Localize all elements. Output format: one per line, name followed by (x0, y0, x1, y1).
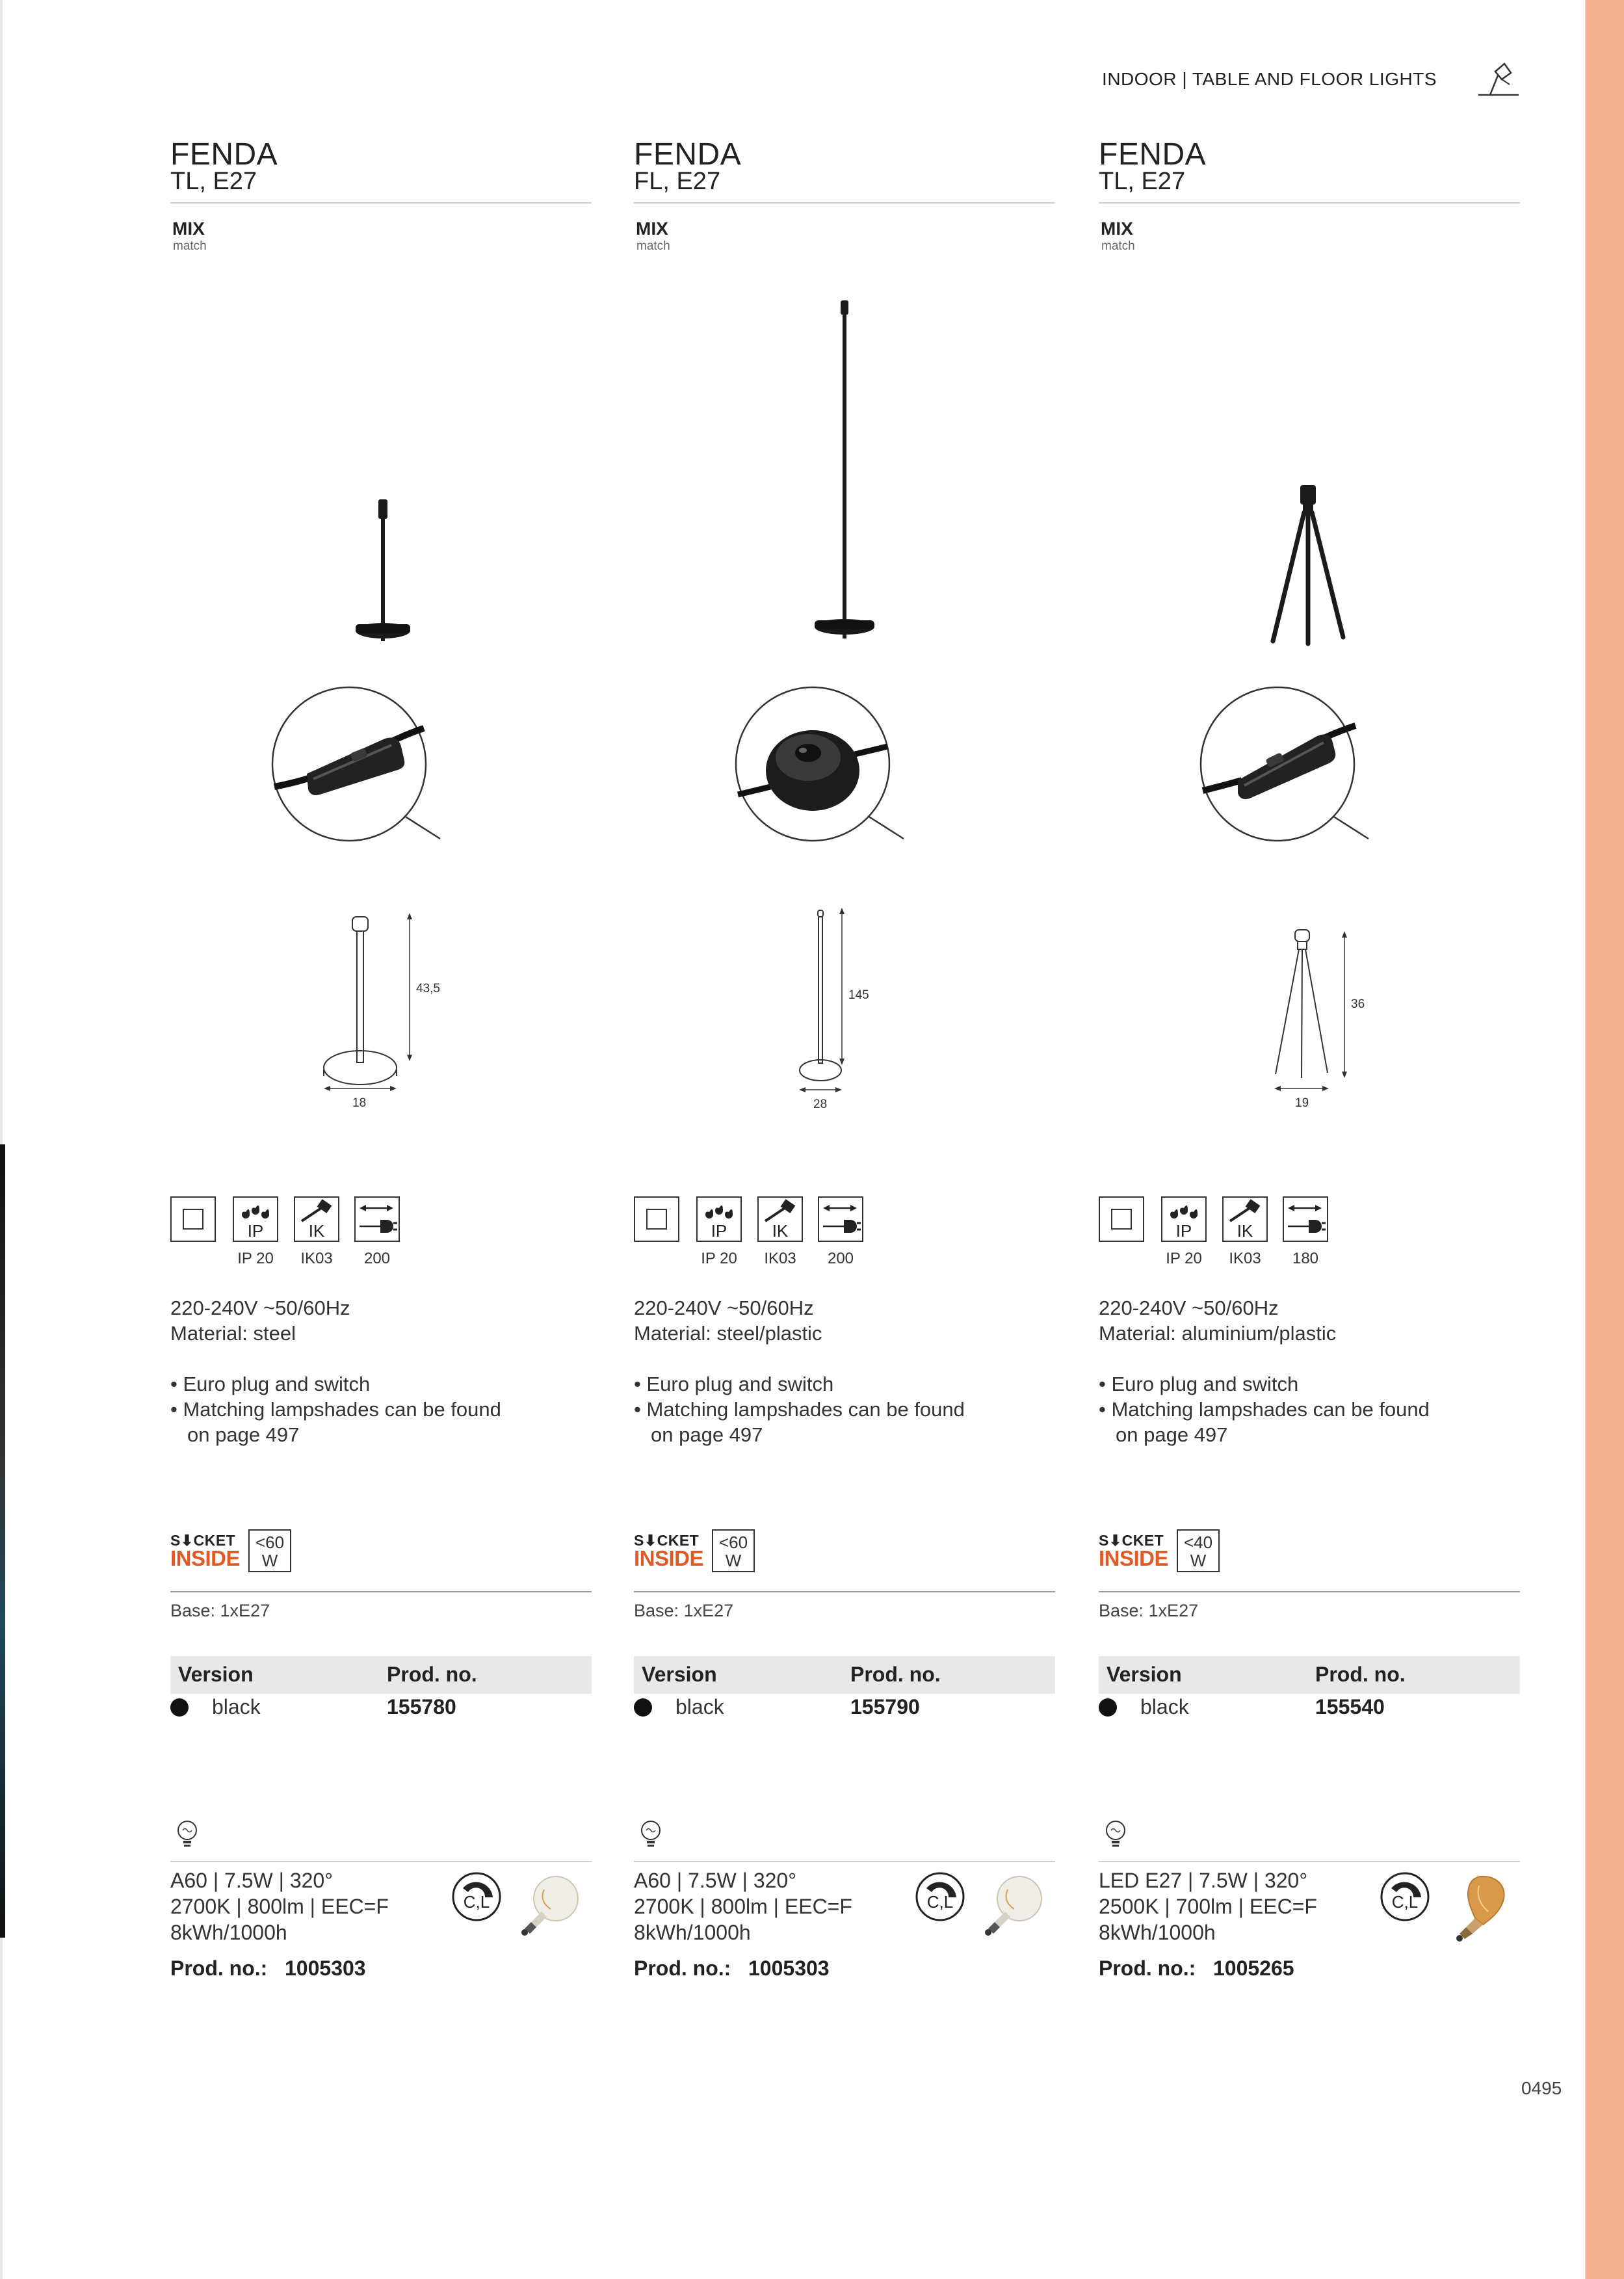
socket-inside-badge (634, 1529, 777, 1575)
lamp-spec-line1: LED E27 | 7.5W | 320° (1099, 1869, 1308, 1892)
ip-icon-label: IP (711, 1221, 727, 1241)
cord-switch-detail-icon (268, 683, 450, 845)
dimmable-cl-icon (1380, 1871, 1430, 1922)
base-spec: Base: 1xE27 (634, 1601, 734, 1620)
max-watt-unit: W (725, 1551, 742, 1570)
cord-switch-detail-icon (1196, 683, 1378, 845)
match-label: match (173, 239, 207, 253)
ip-rating-label: IP 20 (1166, 1250, 1202, 1267)
left-edge-strip (0, 0, 3, 2279)
ik-rating-icon (294, 1196, 339, 1242)
safety-class-icon (634, 1196, 679, 1242)
color-swatch-black (170, 1698, 189, 1717)
ik-rating-label: IK03 (1229, 1250, 1261, 1267)
title-divider (170, 202, 592, 204)
prod-no-column-header: Prod. no. (387, 1663, 477, 1686)
voltage-spec: 220-240V ~50/60Hz (170, 1297, 350, 1319)
prod-no-column-header: Prod. no. (1315, 1663, 1406, 1686)
feature-bullet: • Matching lampshades can be found (1099, 1398, 1430, 1421)
version-value: black (675, 1695, 724, 1719)
chapter-color-band (1586, 0, 1624, 2279)
product-photo-table-base (170, 280, 592, 657)
product-column-2 (634, 0, 1055, 2279)
height-dimension-label: 145 (848, 988, 869, 1002)
height-dimension-label: 43,5 (416, 982, 440, 995)
lamp-spec-line3: 8kWh/1000h (170, 1921, 287, 1944)
product-column-1 (170, 0, 592, 2279)
max-watt-value: <40 (1183, 1533, 1213, 1552)
light-source-icon (174, 1819, 200, 1849)
feature-bullet: • Matching lampshades can be found (634, 1398, 965, 1421)
ip-rating-label: IP 20 (237, 1250, 274, 1267)
material-spec: Material: aluminium/plastic (1099, 1322, 1337, 1345)
ik-icon-label: IK (772, 1221, 789, 1241)
version-column-header: Version (1107, 1663, 1182, 1686)
safety-class-icon (1099, 1196, 1144, 1242)
prod-no-value: 155790 (850, 1695, 920, 1719)
lamp-spec-line2: 2700K | 800lm | EEC=F (634, 1895, 852, 1918)
dimmable-cl-icon (451, 1871, 502, 1922)
version-table-header (634, 1656, 1055, 1694)
dimension-drawing (235, 897, 495, 1118)
title-divider (634, 202, 1055, 204)
version-value: black (212, 1695, 261, 1719)
ip-rating-icon (696, 1196, 742, 1242)
ik-rating-icon (757, 1196, 803, 1242)
light-source-icon (1103, 1819, 1129, 1849)
base-spec: Base: 1xE27 (170, 1601, 270, 1620)
cable-length-icon (818, 1196, 863, 1242)
rating-icons (634, 1196, 1055, 1274)
lamp-spec-line3: 8kWh/1000h (1099, 1921, 1216, 1944)
clear-a60-bulb-icon (512, 1873, 583, 1944)
product-subtitle: TL, E27 (1099, 168, 1186, 195)
lamp-spec-line2: 2500K | 700lm | EEC=F (1099, 1895, 1317, 1918)
cable-length-label: 200 (827, 1250, 854, 1267)
product-photo-tripod-base (1099, 280, 1520, 657)
ik-rating-label: IK03 (764, 1250, 796, 1267)
inside-label: INSIDE (1099, 1546, 1169, 1570)
ip-rating-icon (233, 1196, 278, 1242)
product-column-3 (1099, 0, 1520, 2279)
dimension-drawing (699, 897, 959, 1118)
cable-length-icon (354, 1196, 400, 1242)
product-name: FENDA (1099, 137, 1207, 172)
version-value: black (1140, 1695, 1189, 1719)
version-table-header (1099, 1656, 1520, 1694)
max-watt-badge (248, 1529, 291, 1572)
mix-label: MIX (1101, 218, 1133, 239)
product-name: FENDA (634, 137, 742, 172)
ip-rating-label: IP 20 (701, 1250, 737, 1267)
ip-icon-label: IP (247, 1221, 264, 1241)
match-label: match (636, 239, 670, 253)
ik-icon-label: IK (308, 1221, 325, 1241)
width-dimension-label: 18 (352, 1096, 367, 1110)
voltage-spec: 220-240V ~50/60Hz (1099, 1297, 1279, 1319)
material-spec: Material: steel/plastic (634, 1322, 822, 1345)
light-source-divider (634, 1861, 1055, 1862)
product-photo-floor-base (634, 280, 1055, 657)
socket-inside-badge (1099, 1529, 1242, 1575)
feature-bullet: • Matching lampshades can be found (170, 1398, 501, 1421)
socket-divider (634, 1591, 1055, 1592)
socket-inside-badge (170, 1529, 313, 1575)
feature-bullet-continued: on page 497 (651, 1423, 763, 1446)
mix-label: MIX (172, 218, 205, 239)
color-swatch-black (634, 1698, 652, 1717)
lamp-prod-no-value: 1005303 (748, 1956, 830, 1980)
page-number: 0495 (1521, 2078, 1562, 2098)
ik-rating-icon (1222, 1196, 1268, 1242)
ip-rating-icon (1161, 1196, 1207, 1242)
feature-bullet: • Euro plug and switch (634, 1373, 834, 1395)
height-dimension-label: 36 (1351, 997, 1365, 1011)
max-watt-value: <60 (255, 1533, 285, 1552)
ip-icon-label: IP (1175, 1221, 1192, 1241)
lamp-spec-line3: 8kWh/1000h (634, 1921, 751, 1944)
cl-label: C,L (926, 1892, 954, 1912)
max-watt-unit: W (261, 1551, 278, 1570)
cable-length-label: 200 (363, 1250, 391, 1267)
inside-label: INSIDE (634, 1546, 704, 1570)
cable-length-label: 180 (1292, 1250, 1319, 1267)
feature-bullet-continued: on page 497 (1116, 1423, 1228, 1446)
max-watt-badge (712, 1529, 755, 1572)
clear-a60-bulb-icon (975, 1873, 1047, 1944)
lamp-prod-no-label: Prod. no.: (170, 1956, 268, 1980)
dimension-drawing (1164, 897, 1424, 1118)
voltage-spec: 220-240V ~50/60Hz (634, 1297, 814, 1319)
socket-label: S⬇CKET (170, 1532, 236, 1549)
cl-label: C,L (463, 1892, 490, 1912)
product-subtitle: FL, E27 (634, 168, 721, 195)
width-dimension-label: 28 (813, 1098, 828, 1111)
color-swatch-black (1099, 1698, 1117, 1717)
product-subtitle: TL, E27 (170, 168, 257, 195)
version-table-header (170, 1656, 592, 1694)
dimmable-cl-icon (915, 1871, 965, 1922)
light-source-icon (638, 1819, 664, 1849)
max-watt-value: <60 (718, 1533, 748, 1552)
cable-length-icon (1283, 1196, 1328, 1242)
socket-label: S⬇CKET (634, 1532, 700, 1549)
version-column-header: Version (642, 1663, 717, 1686)
feature-bullet: • Euro plug and switch (170, 1373, 371, 1395)
feature-bullet-continued: on page 497 (187, 1423, 300, 1446)
lamp-prod-no-label: Prod. no.: (634, 1956, 731, 1980)
mix-label: MIX (636, 218, 668, 239)
rating-icons (1099, 1196, 1520, 1274)
base-spec: Base: 1xE27 (1099, 1601, 1199, 1620)
light-source-divider (170, 1861, 592, 1862)
feature-bullet: • Euro plug and switch (1099, 1373, 1299, 1395)
max-watt-badge (1177, 1529, 1220, 1572)
product-name: FENDA (170, 137, 278, 172)
prod-no-column-header: Prod. no. (850, 1663, 941, 1686)
material-spec: Material: steel (170, 1322, 296, 1345)
socket-divider (1099, 1591, 1520, 1592)
foot-switch-detail-icon (731, 683, 913, 845)
cl-label: C,L (1391, 1892, 1419, 1912)
socket-label: S⬇CKET (1099, 1532, 1164, 1549)
lamp-prod-no-value: 1005265 (1213, 1956, 1294, 1980)
lamp-spec-line1: A60 | 7.5W | 320° (634, 1869, 796, 1892)
lamp-spec-line1: A60 | 7.5W | 320° (170, 1869, 333, 1892)
prod-no-value: 155540 (1315, 1695, 1385, 1719)
section-title: INDOOR | TABLE AND FLOOR LIGHTS (1102, 69, 1437, 89)
max-watt-unit: W (1190, 1551, 1207, 1570)
prod-no-value: 155780 (387, 1695, 456, 1719)
ik-icon-label: IK (1237, 1221, 1253, 1241)
lamp-prod-no-value: 1005303 (285, 1956, 366, 1980)
amber-st64-bulb-icon (1440, 1873, 1512, 1944)
match-label: match (1101, 239, 1135, 253)
lamp-spec-line2: 2700K | 800lm | EEC=F (170, 1895, 389, 1918)
width-dimension-label: 19 (1295, 1096, 1309, 1110)
inside-label: INSIDE (170, 1546, 241, 1570)
rating-icons (170, 1196, 592, 1274)
light-source-divider (1099, 1861, 1520, 1862)
ik-rating-label: IK03 (300, 1250, 333, 1267)
version-column-header: Version (178, 1663, 254, 1686)
title-divider (1099, 202, 1520, 204)
lamp-prod-no-label: Prod. no.: (1099, 1956, 1196, 1980)
safety-class-icon (170, 1196, 216, 1242)
socket-divider (170, 1591, 592, 1592)
